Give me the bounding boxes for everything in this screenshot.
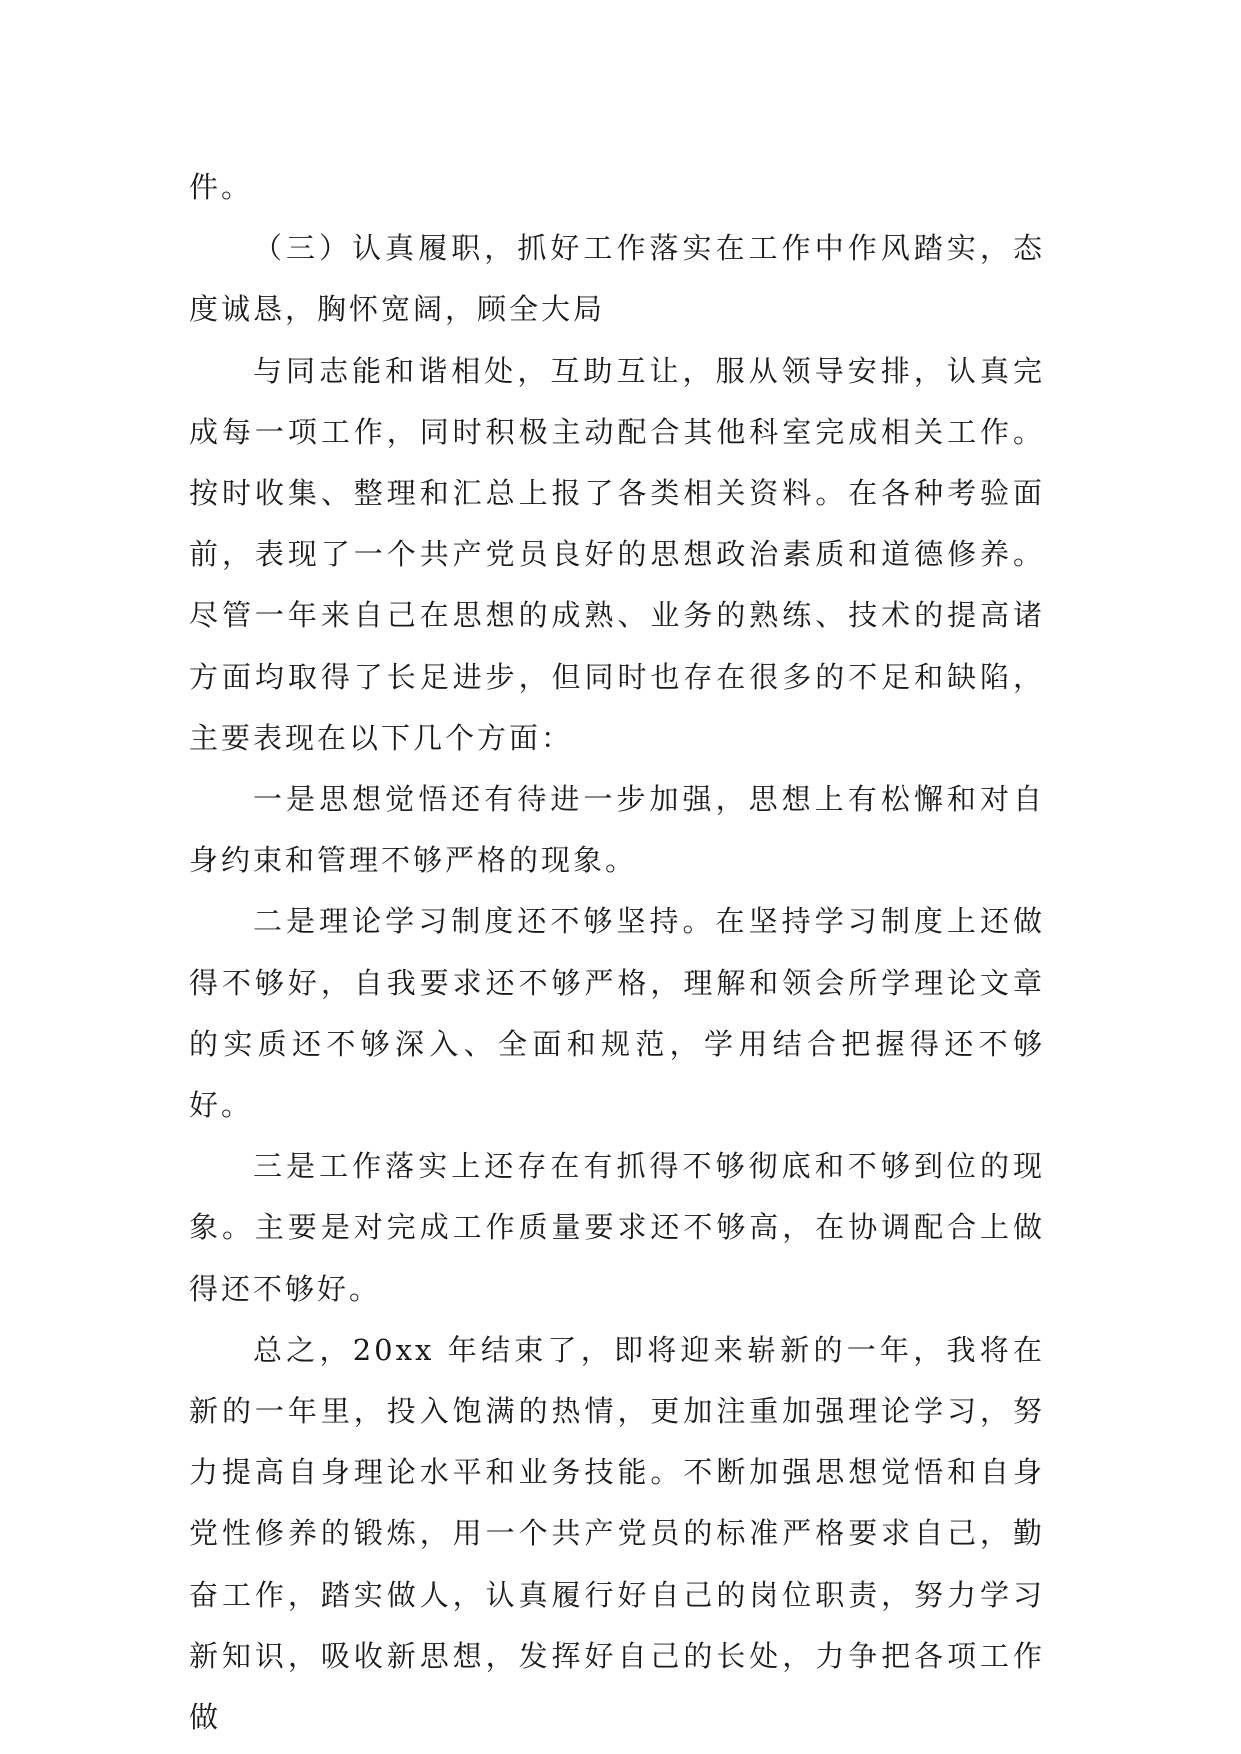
paragraph-2-heading: （三）认真履职，抓好工作落实在工作中作风踏实，态度诚恳，胸怀宽阔，顾全大局 — [189, 231, 1045, 327]
paragraph-7: 总之，20xx 年结束了，即将迎来崭新的一年，我将在新的一年里，投入饱满的热情，更加注重加强理论学习，努力提高自身理论水平和业务技能。不断加强思想觉悟和自身党性修养的锻炼，用一个共产党员的标准严格要求自己，勤奋工作，踏实做人，认真履行好自己的岗位职责，努力学习新知识，吸收新思想，发挥好自己的长处，力争把各项工作做 — [189, 1332, 1045, 1735]
paragraph-5: 二是理论学习制度还不够坚持。在坚持学习制度上还做得不够好，自我要求还不够严格，理解和领会所学理论文章的实质还不够深入、全面和规范，学用结合把握得还不够好。 — [189, 904, 1045, 1123]
paragraph-4: 一是思想觉悟还有待进一步加强，思想上有松懈和对自身约束和管理不够严格的现象。 — [189, 782, 1045, 878]
paragraph-3: 与同志能和谐相处，互助互让，服从领导安排，认真完成每一项工作，同时积极主动配合其他科室完成相关工作。按时收集、整理和汇总上报了各类相关资料。在各种考验面前，表现了一个共产党员良好的思想政治素质和道德修养。尽管一年来自己在思想的成熟、业务的熟练、技术的提高诸方面均取得了长足进步，但同时也存在很多的不足和缺陷，主要表现在以下几个方面： — [189, 353, 1045, 755]
paragraph-6: 三是工作落实上还存在有抓得不够彻底和不够到位的现象。主要是对完成工作质量要求还不够高，在协调配合上做得还不够好。 — [189, 1149, 1045, 1306]
paragraph-1: 件。 — [189, 170, 254, 204]
document-body — [189, 157, 1045, 1748]
